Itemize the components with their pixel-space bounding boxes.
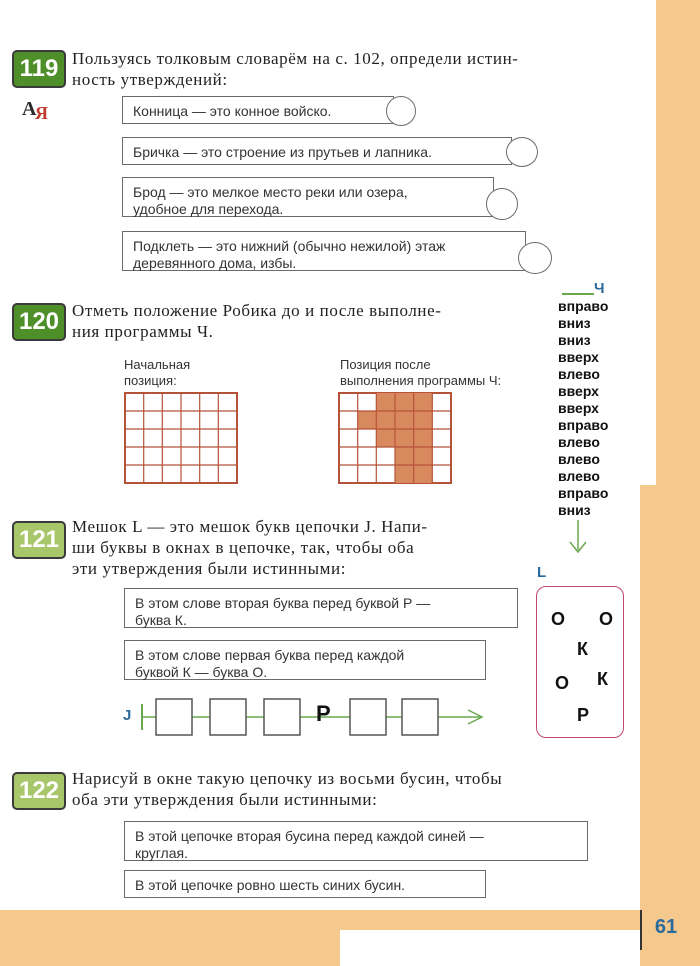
task-119-statement-4: Подклеть — это нижний (обычно нежилой) этаж деревянного дома, избы. (122, 231, 526, 271)
page-edge-right (656, 0, 700, 485)
initial-position-label: Начальная позиция: (124, 357, 191, 388)
initial-position-grid[interactable] (124, 392, 238, 484)
task-119-number: 119 (12, 50, 66, 88)
bag-letter: К (597, 669, 608, 689)
program-step: влево (558, 468, 600, 484)
chain-window-1[interactable] (172, 702, 208, 738)
task-122-number: 122 (12, 772, 66, 810)
after-position-label: Позиция после выполнения программы Ч: (340, 357, 502, 388)
after-position-grid[interactable] (338, 392, 452, 484)
bag-letter: К (577, 639, 588, 659)
program-step: влево (558, 451, 600, 467)
task-121-text: Мешок L — это мешок букв цепочки J. Напи- ши буквы в окнах в цепочке, так, чтобы оба эти утверждения были истинными: (72, 517, 428, 578)
page-number-divider (640, 910, 642, 950)
task-119-statement-2: Бричка — это строение из прутьев и лапника. (122, 137, 512, 165)
page-number: 61 (654, 916, 678, 938)
dictionary-icon (20, 95, 54, 121)
task-119-answer-circle-1[interactable] (386, 96, 416, 126)
program-step: вверх (558, 383, 599, 399)
task-122-text: Нарисуй в окне такую цепочку из восьми бусин, чтобы оба эти утверждения были истинными: (72, 769, 503, 809)
program-header-line (560, 280, 620, 300)
bag-l-label: L (537, 564, 547, 581)
task-119-answer-circle-2[interactable] (506, 137, 538, 167)
chain-window-4[interactable] (350, 702, 386, 738)
task-120-text: Отметь положение Робика до и после выполне- ния программы Ч. (72, 301, 442, 341)
program-step: влево (558, 434, 600, 450)
chain-window-3[interactable] (264, 702, 300, 738)
task-119-answer-circle-3[interactable] (486, 188, 518, 220)
program-step: вниз (558, 315, 591, 331)
svg-text:А: А (22, 98, 37, 120)
task-121-statement-1: В этом слове вторая буква перед буквой Р — буква К. (124, 588, 518, 628)
svg-text:Я: Я (35, 103, 48, 121)
program-step: вправо (558, 417, 609, 433)
page-edge-bottom-gap (340, 930, 640, 966)
program-step: вниз (558, 502, 591, 518)
program-step: влево (558, 366, 600, 382)
bag-letter: О (599, 609, 614, 629)
bag-letter: О (555, 673, 570, 693)
program-step: вверх (558, 349, 599, 365)
task-121-number: 121 (12, 521, 66, 559)
task-119-statement-1: Конница — это конное войско. (122, 96, 394, 124)
program-step: вниз (558, 332, 591, 348)
bag-l (536, 586, 624, 738)
chain-window-2[interactable] (210, 702, 246, 738)
chain-window-5[interactable] (402, 702, 438, 738)
chain-j-label: J (123, 707, 132, 724)
chain-letter-r: Р (316, 701, 331, 726)
task-119-answer-circle-4[interactable] (518, 242, 552, 274)
task-119-statement-3: Брод — это мелкое место реки или озера, удобное для перехода. (122, 177, 494, 217)
program-ch (558, 298, 628, 519)
program-step: вправо (558, 298, 609, 314)
task-120-number: 120 (12, 303, 66, 341)
program-step: вверх (558, 400, 599, 416)
program-name: Ч (594, 280, 605, 297)
bag-letter: О (551, 609, 566, 629)
page-edge-right-lower (640, 485, 700, 966)
task-119-text: Пользуясь толковым словарём на с. 102, определи истин- ность утверждений: (72, 49, 519, 89)
task-122-statement-2: В этой цепочке ровно шесть синих бусин. (124, 870, 486, 898)
task-121-statement-2: В этом слове первая буква перед каждой буквой К — буква О. (124, 640, 486, 680)
program-arrow-down-icon (566, 520, 590, 556)
bag-letter: Р (577, 705, 590, 725)
task-122-statement-1: В этой цепочке вторая бусина перед каждой синей — круглая. (124, 821, 588, 861)
program-step: вправо (558, 485, 609, 501)
